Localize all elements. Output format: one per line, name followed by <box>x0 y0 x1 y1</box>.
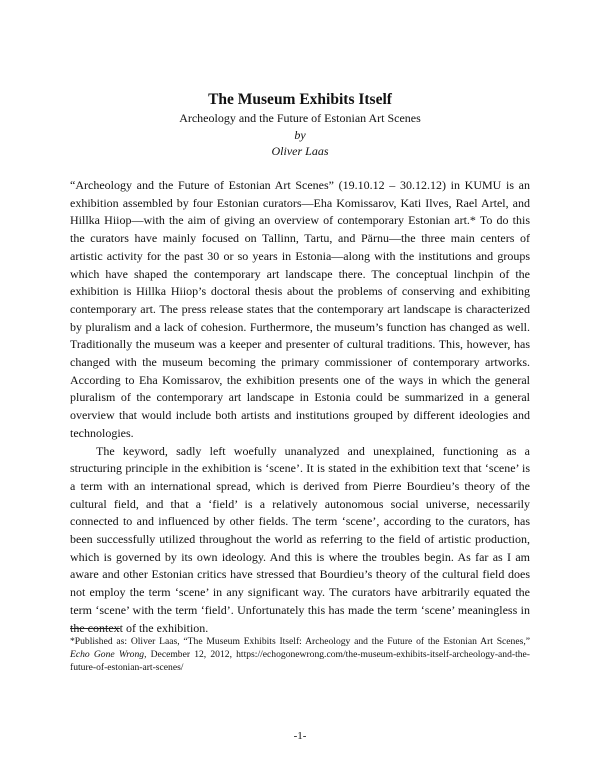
footnote <box>70 635 530 674</box>
article-body <box>70 177 530 637</box>
footnote-rule <box>70 628 120 629</box>
article-subtitle: Archeology and the Future of Estonian Art Scenes <box>179 111 421 125</box>
author-name: Oliver Laas <box>271 144 329 158</box>
body-paragraph-2: The keyword, sadly left woefully unanalyzed and unexplained, functioning as a structuring principle in the exhibition is ‘scene’. It is stated in the exhibition text that ‘scene’ is a term with an international spread, which is derived from Pierre Bourdieu’s theory of the cultural field, and that a ‘field’ is a relatively autonomous social universe, necessarily connected to and influenced by other fields. The term ‘scene’, according to the curators, has been successfully utilized throughout the world as referring to the field of artistic production, which is governed by its own ideology. And this is where the troubles begin. As far as I am aware and other Estonian critics have stressed that Bourdieu’s theory of the cultural field does not employ the term ‘scene’ in any significant way. The curators have arbitrarily equated the term ‘scene’ with the term ‘field’. Unfortunately this has made the term ‘scene’ meaningless in the context of the exhibition. <box>70 443 530 635</box>
footnote-prefix: *Published as: Oliver Laas, “The Museum Exhibits Itself: Archeology and the Future of the Estonian Art Scenes,” <box>70 636 530 647</box>
body-paragraph-1: “Archeology and the Future of Estonian Art Scenes” (19.10.12 – 30.12.12) in KUMU is an exhibition assembled by four Estonian curators—Eha Komissarov, Kati Ilves, Rael Artel, and Hillka Hiiop—with the aim of giving an overview of contemporary Estonian art.* To do this the curators have mainly focused on Tallinn, Tartu, and Pärnu—the three main centers of artistic activity for the past 30 or so years in Estonia—along with the institutions and groups which have shaped the contemporary art landscape there. The conceptual linchpin of the exhibition is Hillka Hiiop’s doctoral thesis about the problems of conserving and exhibiting contemporary art. The press release states that the contemporary art landscape is characterized by pluralism and a lack of cohesion. Furthermore, the museum’s function has changed as well. Traditionally the museum was a keeper and presenter of cultural traditions. This, however, has changed with the museum becoming the primary commissioner of contemporary artworks. According to Eha Komissarov, the exhibition presents one of the ways in which the general pluralism of the contemporary art landscape in Estonia could be summarized in a general overview that would include both artists and institutions grouped by different ideologies and technologies. <box>70 178 530 440</box>
footnote-suffix: , December 12, 2012, https://echogonewrong.com/the-museum-exhibits-itself-archeology-and-the-future-of-estonian-art-scenes/ <box>70 649 530 673</box>
byline-by: by <box>294 128 306 142</box>
page-number: -1- <box>293 730 307 742</box>
footnote-journal: Echo Gone Wrong <box>70 649 145 660</box>
article-title: The Museum Exhibits Itself <box>208 91 392 108</box>
